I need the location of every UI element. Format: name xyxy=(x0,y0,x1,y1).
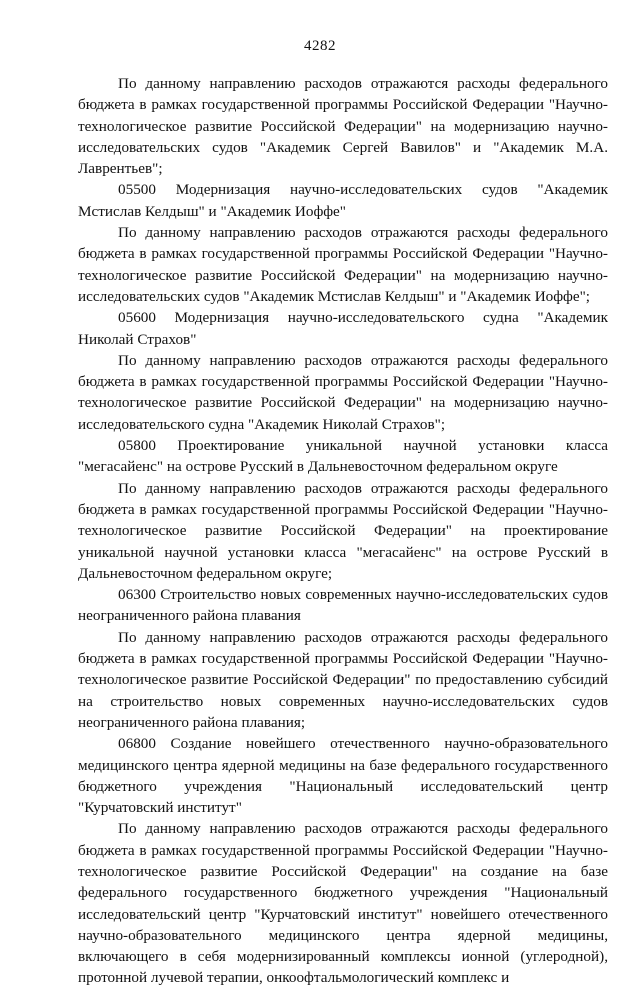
paragraph-expenses-nuclear-medicine-center: По данному направлению расходов отражаются расходы федерального бюджета в рамках государственной программы Российской Федерации "Научно-технологическое развитие Российской Федерации" на создание на базе федерального государственного бюджетного учреждения "Национальный исследовательский центр "Курчатовский институт" новейшего отечественного научно-образовательного медицинского центра ядерной медицины, включающего в себя модернизированный комплексы ионной (углеродной), протонной лучевой терапии, онкоофтальмологический комплекс и xyxy=(78,820,608,987)
paragraph-expenses-new-vessels: По данному направлению расходов отражаются расходы федерального бюджета в рамках государственной программы Российской Федерации "Научно-технологическое развитие Российской Федерации" по предоставлению субсидий на строительство новых современных научно-исследовательских судов неограниченного района плавания; xyxy=(78,628,608,731)
paragraph-expenses-strakhov: По данному направлению расходов отражаются расходы федерального бюджета в рамках государственной программы Российской Федерации "Научно-технологическое развитие Российской Федерации" на модернизацию научно-исследовательского судна "Академик Николай Страхов"; xyxy=(78,351,608,433)
heading-05500-keldysh-ioffe: 05500 Модернизация научно-исследовательских судов "Академик Мстислав Келдыш" и "Академик Иоффе" xyxy=(78,181,608,220)
heading-05800-megascience: 05800 Проектирование уникальной научной установки класса "мегасайенс" на острове Русский в Дальневосточном федеральном округе xyxy=(78,437,608,476)
heading-05600-strakhov: 05600 Модернизация научно-исследовательского судна "Академик Николай Страхов" xyxy=(78,309,608,348)
page-number: 4282 xyxy=(304,38,336,54)
paragraph-expenses-megascience: По данному направлению расходов отражаются расходы федерального бюджета в рамках государственной программы Российской Федерации "Научно-технологическое развитие Российской Федерации" на проектирование уникальной научной установки класса "мегасайенс" на острове Русский в Дальневосточном федеральном округе; xyxy=(78,479,608,582)
document-body xyxy=(78,73,608,989)
heading-06300-new-vessels: 06300 Строительство новых современных научно-исследовательских судов неограниченного района плавания xyxy=(78,586,608,625)
paragraph-expenses-keldysh-ioffe: По данному направлению расходов отражаются расходы федерального бюджета в рамках государственной программы Российской Федерации "Научно-технологическое развитие Российской Федерации" на модернизацию научно-исследовательских судов "Академик Мстислав Келдыш" и "Академик Иоффе"; xyxy=(78,224,608,305)
paragraph-expenses-vavilov-lavrentyev: По данному направлению расходов отражаются расходы федерального бюджета в рамках государственной программы Российской Федерации "Научно-технологическое развитие Российской Федерации" на модернизацию научно-исследовательских судов "Академик Сергей Вавилов" и "Академик М.А. Лаврентьев"; xyxy=(78,75,608,178)
heading-06800-nuclear-medicine-center: 06800 Создание новейшего отечественного научно-образовательного медицинского центра ядерной медицины на базе федерального государственного бюджетного учреждения "Национальный исследовательский центр "Курчатовский институт" xyxy=(78,735,608,817)
